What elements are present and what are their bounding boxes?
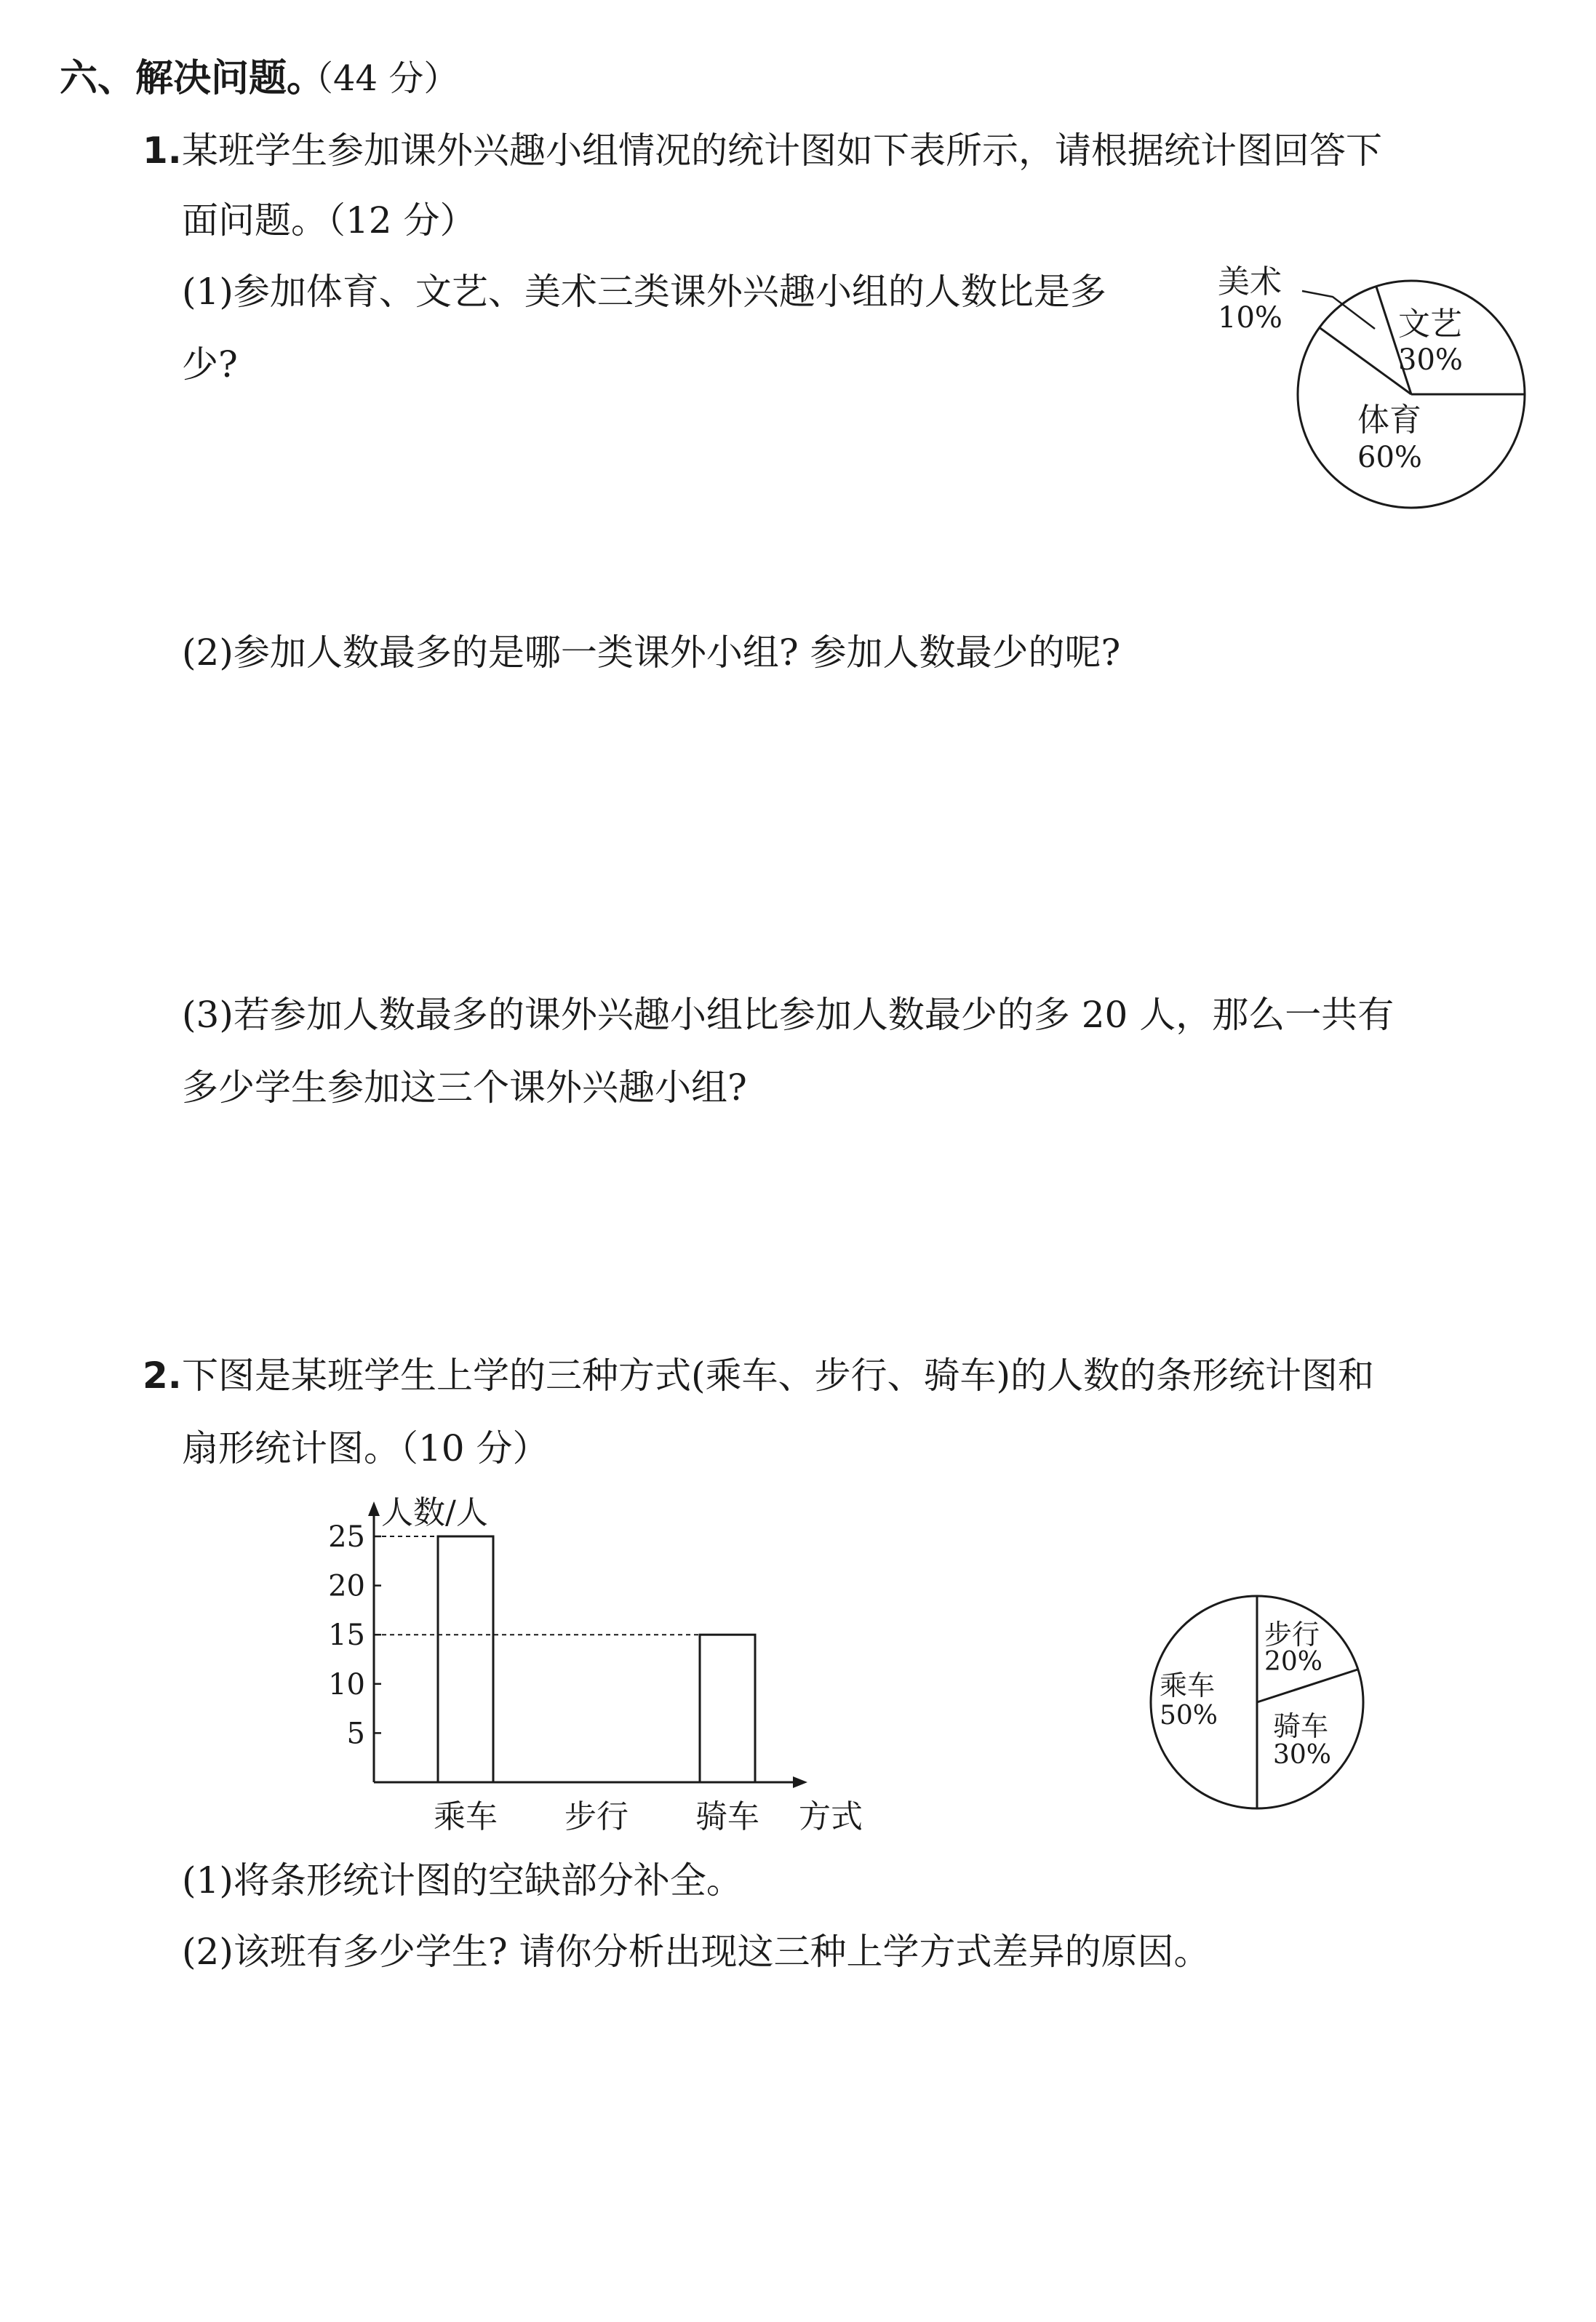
q2-sub2: (2)该班有多少学生? 请你分析出现这三种上学方式差异的原因。: [182, 1931, 1210, 1973]
q2-value-qiche: 30%: [1273, 1740, 1332, 1770]
q1-number: 1.: [143, 129, 182, 172]
q2-number: 2.: [143, 1354, 182, 1397]
bar: [438, 1536, 493, 1782]
x-axis-label: 方式: [799, 1798, 863, 1835]
q1-value-meishu: 10%: [1218, 301, 1282, 335]
q2-label-buxing: 步行: [1264, 1619, 1320, 1651]
q1-stem-line1: 某班学生参加课外兴趣小组情况的统计图如下表所示，请根据统计图回答下: [182, 129, 1382, 172]
y-tick-label: 15: [328, 1619, 365, 1653]
y-axis-arrow: [368, 1501, 380, 1516]
q1-leader-line: [1302, 291, 1375, 329]
q1-sub1-line1: (1)参加体育、文艺、美术三类课外兴趣小组的人数比是多: [182, 271, 1106, 313]
y-axis-label: 人数/人: [381, 1494, 488, 1531]
category-label: 骑车: [695, 1798, 759, 1835]
q2-pie-chart: [1142, 1586, 1375, 1819]
q1-sub3-line1: (3)若参加人数最多的课外兴趣小组比参加人数最少的多 20 人，那么一共有: [182, 994, 1394, 1036]
category-label: 步行: [564, 1798, 629, 1835]
category-label: 乘车: [434, 1798, 498, 1835]
y-tick-label: 10: [328, 1667, 365, 1701]
q1-sub3-line2: 多少学生参加这三个课外兴趣小组?: [182, 1066, 747, 1109]
q2-stem-line2: 扇形统计图。（10 分）: [182, 1427, 549, 1469]
bars: [374, 1536, 755, 1782]
q2-stem-line1: 下图是某班学生上学的三种方式(乘车、步行、骑车)的人数的条形统计图和: [182, 1354, 1375, 1397]
q1-value-wenyi: 30%: [1398, 343, 1463, 377]
category-labels: [434, 1798, 759, 1835]
q2-bar-chart: [306, 1491, 887, 1840]
q2-label-qiche: 骑车: [1273, 1710, 1329, 1742]
x-axis-arrow: [793, 1776, 807, 1788]
q2-value-chengche: 50%: [1160, 1701, 1218, 1731]
q1-label-meishu: 美术: [1218, 263, 1282, 300]
section-score: （44 分）: [298, 58, 459, 99]
q1-label-tiyu: 体育: [1357, 402, 1421, 439]
bar: [700, 1635, 755, 1782]
q2-sub1: (1)将条形统计图的空缺部分补全。: [182, 1859, 743, 1902]
q2-label-chengche: 乘车: [1160, 1669, 1216, 1701]
q2-value-buxing: 20%: [1264, 1647, 1323, 1677]
q1-sub2: (2)参加人数最多的是哪一类课外小组? 参加人数最少的呢?: [182, 631, 1121, 674]
y-tick-label: 25: [328, 1520, 365, 1554]
q1-sub1-line2: 少?: [182, 343, 238, 386]
q1-stem-line2: 面问题。（12 分）: [182, 199, 476, 242]
y-tick-label: 20: [328, 1569, 365, 1603]
section-title: 六、解决问题。: [60, 57, 325, 100]
q1-label-wenyi: 文艺: [1398, 306, 1462, 343]
q1-value-tiyu: 60%: [1357, 441, 1422, 474]
y-tick-label: 5: [346, 1717, 365, 1751]
q1-pie-chart: [1193, 247, 1528, 516]
